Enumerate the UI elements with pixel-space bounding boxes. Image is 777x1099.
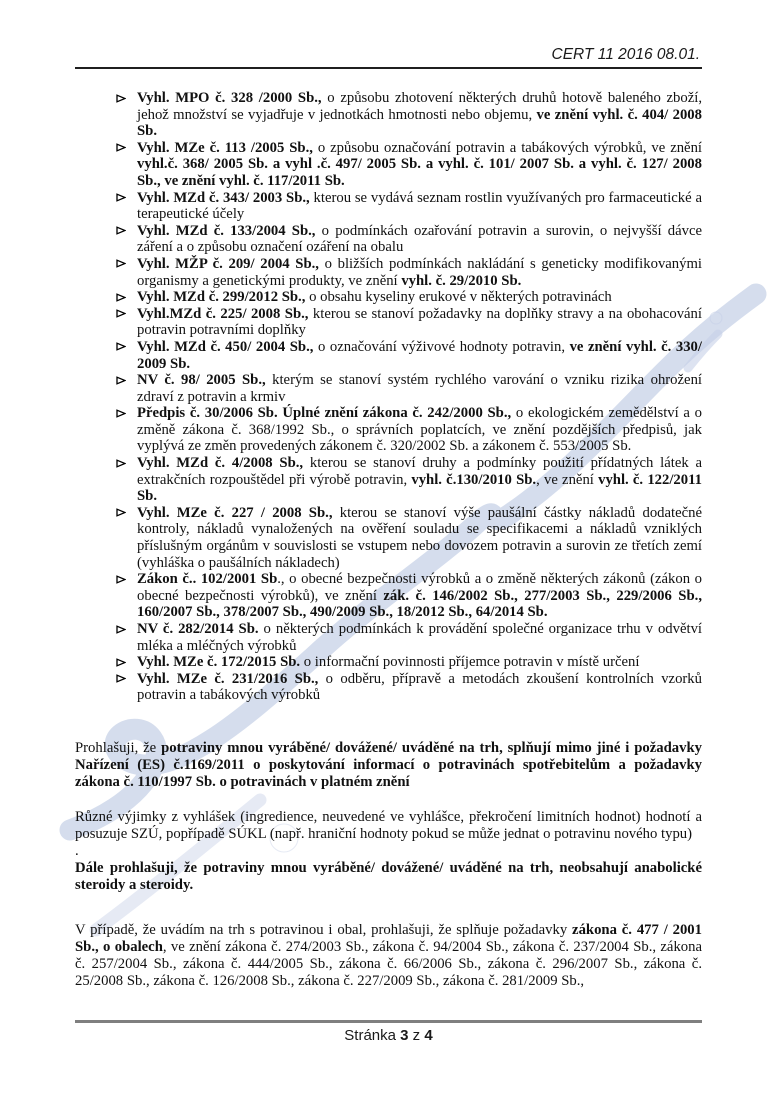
bold-text-segment: Předpis č. 30/2006 Sb. Úplné znění zákona č. 242/2000 Sb., <box>137 405 512 422</box>
bold-text-segment: Dále prohlašuji, že potraviny mnou vyráběné/ dovážené/ uváděné na trh, neobsahují anabolické steroidy a steroidy. <box>75 859 702 893</box>
text-segment: V případě, že uvádím na trh s potravinou i obal, prohlašuji, že splňuje požadavky <box>75 921 573 938</box>
bold-text-segment: Vyhl. MZd č. 299/2012 Sb., <box>137 289 306 306</box>
bold-text-segment: Vyhl. MZd č. 133/2004 Sb., <box>137 222 316 239</box>
list-bullet-arrowhead-icon <box>116 625 126 634</box>
paragraphs <box>75 740 702 990</box>
regulation-list-item <box>75 505 702 571</box>
list-bullet-arrowhead-icon <box>116 674 126 683</box>
bold-text-segment: 3 <box>400 1027 409 1044</box>
regulation-list-item <box>75 671 702 704</box>
bold-text-segment: vyhl.č. 368/ 2005 Sb. a vyhl .č. 497/ 2005 Sb. a vyhl. č. 101/ 2007 Sb. a vyhl. č. 127/ 2008 Sb., ve znění vyhl. č. 117/2011 Sb. <box>137 156 702 189</box>
bold-text-segment: Vyhl. MZd č. 343/ 2003 Sb., <box>137 189 310 206</box>
text-segment: o bližších podmínkách nakládání s geneticky modifikovanými organismy a genetickými produkty, ve znění <box>137 255 703 289</box>
text-segment: o způsobu zhotovení některých druhů hotově baleného zboží, jehož množství se vyjadřuje v jednotkách hmotnosti nebo objemu, <box>137 90 702 123</box>
regulation-list-item <box>75 306 702 339</box>
packaging-paragraph <box>75 922 702 990</box>
text-segment: Různé výjimky z vyhlášek (ingredience, neuvedené ve vyhlášce, překročení limitních hodnot) hodnotí a posuzuje SZÚ, popřípadě SÚKL (např. hraniční hodnoty pokud se může jednat o potravinu nového typu) <box>75 808 702 842</box>
bold-text-segment: ve znění vyhl. č. 330/ 2009 Sb. <box>137 338 702 372</box>
footer-page-label <box>75 1027 702 1044</box>
declaration-steroids-paragraph <box>75 860 702 894</box>
bold-text-segment: potraviny mnou vyráběné/ dovážené/ uváděné na trh, splňují mimo jiné i požadavky Nařízení (ES) č.1169/2011 o poskytování informací o potravinách spotřebitelům a požadavky zákona č. 110/1997 Sb. o potravinách v platném znění <box>75 739 703 790</box>
bold-text-segment: Vyhl. MZe č. 231/2016 Sb., <box>137 670 319 687</box>
regulation-list-item <box>75 455 702 505</box>
list-bullet-arrowhead-icon <box>116 508 126 517</box>
text-segment: o podmínkách ozařování potravin a surovin, o nejvyšší dávce záření a o způsobu označení ozáření na obalu <box>137 222 702 256</box>
text-segment: o obsahu kyseliny erukové v některých potravinách <box>305 289 612 306</box>
regulation-list-item <box>75 654 702 671</box>
text-segment: o odběru, přípravě a metodách zkoušení kontrolních vzorků potravin a tabákových výrobků <box>137 670 702 704</box>
bold-text-segment: Vyhl. MPO č. 328 /2000 Sb., <box>137 90 322 106</box>
bold-text-segment: NV č. 98/ 2005 Sb., <box>137 372 266 389</box>
bold-text-segment: zák. č. 146/2002 Sb., 277/2003 Sb., 229/2006 Sb., 160/2007 Sb., 378/2007 Sb., 490/2009 Sb., 18/2012 Sb., 64/2014 Sb. <box>137 587 702 621</box>
bold-text-segment: zákona č. 477 / 2001 Sb., o obalech <box>75 921 702 955</box>
header-title: CERT 11 2016 08.01. <box>551 46 700 63</box>
regulation-list-item <box>75 223 702 256</box>
list-bullet-arrowhead-icon <box>116 143 126 152</box>
text-segment: o označování výživové hodnoty potravin, <box>313 338 570 355</box>
text-segment: kterým se stanoví systém rychlého varování o vzniku rizika ohrožení zdraví z potravin a krmiv <box>137 372 702 405</box>
header-rule <box>75 67 702 69</box>
bold-text-segment: 4 <box>424 1027 433 1044</box>
regulation-list-item <box>75 339 702 372</box>
list-bullet-arrowhead-icon <box>116 94 126 103</box>
list-bullet-arrowhead-icon <box>116 193 126 202</box>
bold-text-segment: vyhl. č. 29/2010 Sb. <box>401 272 522 289</box>
text-segment: o informační povinnosti příjemce potravin v místě určení <box>300 654 640 671</box>
text-segment: kterou se vydává seznam rostlin využívaných pro farmaceutické a terapeutické účely <box>137 189 702 223</box>
document-content <box>0 46 777 990</box>
bold-text-segment: Vyhl.MZd č. 225/ 2008 Sb., <box>137 305 309 322</box>
bold-text-segment: ve znění vyhl. č. 404/ 2008 Sb. <box>137 106 702 140</box>
text-segment: kterou se stanoví požadavky na doplňky stravy a na obohacování potravin potravními doplňky <box>137 305 702 339</box>
list-bullet-arrowhead-icon <box>116 226 126 235</box>
regulation-list-item <box>75 571 702 621</box>
regulation-list-item <box>75 256 702 289</box>
list-bullet-arrowhead-icon <box>116 575 126 584</box>
list-bullet-arrowhead-icon <box>116 658 126 667</box>
list-bullet-arrowhead-icon <box>116 309 126 318</box>
list-bullet-arrowhead-icon <box>116 459 126 468</box>
regulation-list-item <box>75 405 702 455</box>
list-bullet-arrowhead-icon <box>116 259 126 268</box>
text-segment: o způsobu označování potravin a tabákových výrobků, ve znění <box>312 139 702 156</box>
document-footer <box>75 1020 702 1044</box>
text-segment: , ve znění zákona č. 274/2003 Sb., zákona č. 94/2004 Sb., zákona č. 237/2004 Sb., zákona č. 257/2004 Sb., zákona č. 444/2005 Sb., zákona č. 66/2006 Sb., zákona č. 296/2007 Sb., zákona č. 25/2008 Sb., zákona č. 126/2008 Sb., zákona č. 227/2009 Sb., zákona č. 281/2009 Sb., <box>75 938 702 989</box>
text-segment: , ve znění <box>536 471 599 488</box>
document-header <box>75 46 702 69</box>
text-segment: kterou se stanoví druhy a podmínky použití přídatných látek a extrakčních rozpouštědel při výrobě potravin, <box>137 455 702 488</box>
regulation-list-item <box>75 372 702 405</box>
regulation-list-item <box>75 621 702 654</box>
list-bullet-arrowhead-icon <box>116 342 126 351</box>
regulation-list-item <box>75 289 702 306</box>
text-segment: kterou se stanoví výše paušální částky nákladů dodatečné kontroly, nákladů vynaložených na ověření souladu se specifikacemi a nákladů vzniklých příslušným orgánům v souvislosti se vstupem nebo dovozem potravin a surovin ze třetích zemí (vyhláška o paušálních nákladech) <box>137 504 703 571</box>
list-bullet-arrowhead-icon <box>116 376 126 385</box>
regulation-list-item <box>75 90 702 140</box>
declaration-foods-paragraph <box>75 740 702 791</box>
bold-text-segment: Vyhl. MZe č. 113 /2005 Sb., <box>137 139 313 156</box>
regulation-list <box>75 90 702 704</box>
text-segment: Stránka <box>344 1027 401 1044</box>
regulation-list-item <box>75 140 702 190</box>
bold-text-segment: vyhl. č. 122/2011 Sb. <box>137 471 703 505</box>
bold-text-segment: Vyhl. MZe č. 172/2015 Sb. <box>137 654 301 671</box>
bold-text-segment: Vyhl. MŽP č. 209/ 2004 Sb., <box>137 255 319 272</box>
list-bullet-arrowhead-icon <box>116 409 126 418</box>
text-segment: ., o obecné bezpečnosti výrobků a o změně některých zákonů (zákon o obecné bezpečnosti výrobků), ve znění <box>137 571 702 604</box>
regulation-list-item <box>75 190 702 223</box>
text-segment: . <box>75 842 79 859</box>
bold-text-segment: NV č. 282/2014 Sb. <box>137 621 259 637</box>
bold-text-segment: Vyhl. MZe č. 227 / 2008 Sb., <box>137 504 333 521</box>
bold-text-segment: Vyhl. MZd č. 450/ 2004 Sb., <box>137 338 314 355</box>
text-segment: o ekologickém zemědělství a o změně zákona č. 368/1992 Sb., o správních poplatcích, ve znění pozdějších předpisů, jak vyplývá ze změn provedených zákonem č. 320/2002 Sb. a zákonem č. 553/2005 Sb. <box>137 405 703 455</box>
bold-text-segment: vyhl. č.130/2010 Sb. <box>411 471 537 488</box>
list-bullet-arrowhead-icon <box>116 293 126 302</box>
exceptions-paragraph <box>75 809 702 843</box>
text-segment: z <box>408 1027 425 1044</box>
footer-rule <box>75 1020 702 1023</box>
bold-text-segment: Vyhl. MZd č. 4/2008 Sb., <box>137 455 304 472</box>
stray-period <box>75 843 702 860</box>
text-segment: o některých podmínkách k provádění společné organizace trhu v odvětví mléka a mléčných výrobků <box>137 621 702 654</box>
bold-text-segment: Zákon č.. 102/2001 Sb <box>137 571 278 588</box>
text-segment: Prohlašuji, že <box>75 739 162 756</box>
